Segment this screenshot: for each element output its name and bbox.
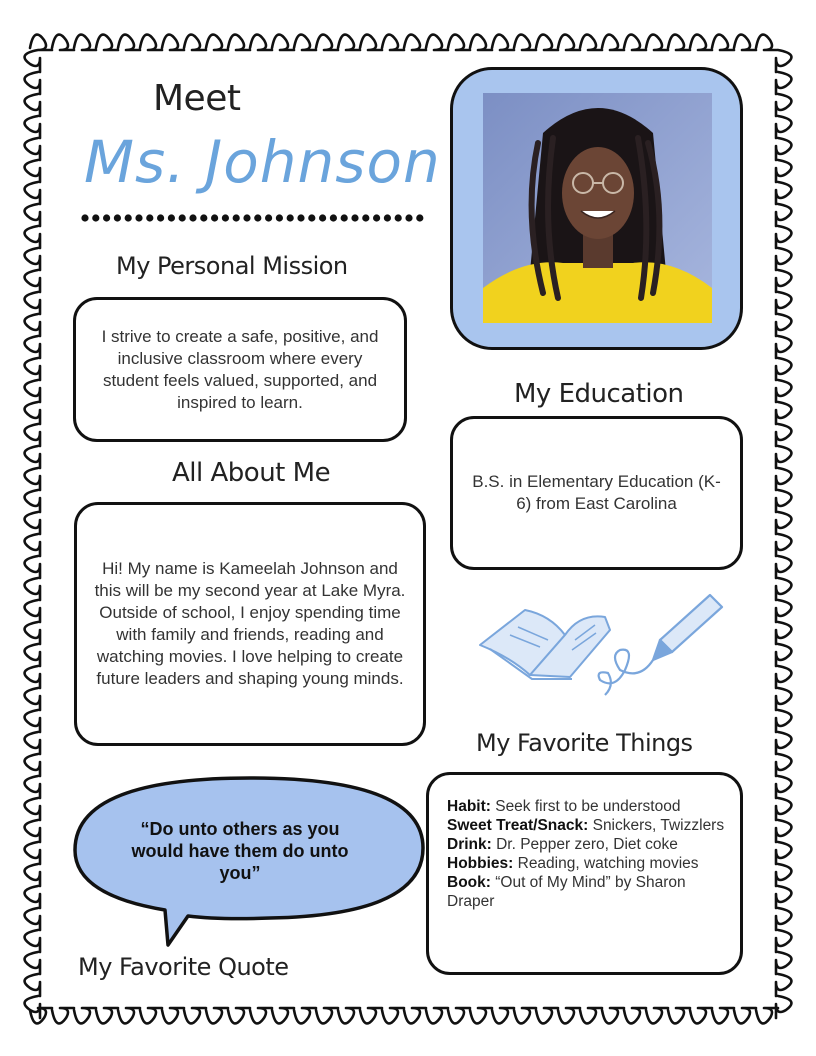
divider-dot	[211, 214, 218, 221]
education-text: B.S. in Elementary Education (K-6) from East Carolina	[472, 472, 721, 513]
divider-dot	[276, 214, 283, 221]
divider-dot	[265, 214, 272, 221]
favorite-value: Snickers, Twizzlers	[588, 817, 725, 834]
divider-dot	[351, 214, 358, 221]
quote-heading: My Favorite Quote	[78, 953, 289, 981]
divider-dot	[146, 214, 153, 221]
divider-dot	[243, 214, 250, 221]
favorite-quote-text: “Do unto others as you would have them do unto you”	[131, 819, 349, 883]
favorite-item-habit	[447, 797, 726, 816]
divider-dot	[254, 214, 261, 221]
meet-label: Meet	[153, 78, 241, 119]
favorite-label: Sweet Treat/Snack:	[447, 817, 589, 834]
favorite-item-snack	[447, 816, 726, 835]
education-heading: My Education	[514, 379, 684, 409]
divider-dot	[233, 214, 240, 221]
about-box	[74, 502, 426, 746]
favorite-label: Hobbies:	[447, 855, 514, 872]
divider-dot	[222, 214, 229, 221]
mission-text: I strive to create a safe, positive, and inclusive classroom where every student feels valued, supported, and inspired to learn.	[101, 326, 379, 412]
favorite-value: Dr. Pepper zero, Diet coke	[491, 836, 678, 853]
favorite-item-book	[447, 873, 726, 911]
divider-dot	[297, 214, 304, 221]
favorites-heading: My Favorite Things	[476, 729, 693, 757]
favorites-box	[426, 772, 743, 975]
favorite-item-hobbies	[447, 854, 726, 873]
favorite-value: “Out of My Mind” by Sharon Draper	[447, 874, 686, 910]
divider-dot	[308, 214, 315, 221]
divider-dot	[125, 214, 132, 221]
divider-dot	[373, 214, 380, 221]
favorite-label: Habit:	[447, 798, 491, 815]
favorite-value: Seek first to be understood	[490, 798, 681, 815]
about-text: Hi! My name is Kameelah Johnson and this will be my second year at Lake Myra. Outside of school, I enjoy spending time with family and friends, reading and watching movies. I love helping to create future leaders and shaping young minds.	[94, 559, 406, 688]
divider-dot	[416, 214, 423, 221]
favorite-label: Drink:	[447, 836, 492, 853]
pencil-icon	[599, 595, 722, 695]
favorite-value: Reading, watching movies	[513, 855, 699, 872]
divider-dot	[114, 214, 121, 221]
divider-dot	[157, 214, 164, 221]
divider-dot	[168, 214, 175, 221]
education-box	[450, 416, 743, 570]
mission-box	[73, 297, 407, 442]
divider-dot	[395, 214, 402, 221]
divider-dot	[405, 214, 412, 221]
book-pencil-doodle	[470, 585, 740, 710]
dotted-divider	[80, 212, 425, 224]
divider-dot	[384, 214, 391, 221]
divider-dot	[362, 214, 369, 221]
favorite-label: Book:	[447, 874, 491, 891]
favorite-item-drink	[447, 835, 726, 854]
divider-dot	[287, 214, 294, 221]
teacher-photo	[483, 93, 712, 323]
divider-dot	[179, 214, 186, 221]
divider-dot	[341, 214, 348, 221]
mission-heading: My Personal Mission	[116, 252, 348, 280]
divider-dot	[330, 214, 337, 221]
open-book-icon	[480, 610, 610, 679]
divider-dot	[189, 214, 196, 221]
divider-dot	[92, 214, 99, 221]
about-heading: All About Me	[172, 458, 331, 488]
divider-dot	[103, 214, 110, 221]
divider-dot	[81, 214, 88, 221]
teacher-name-title: Ms. Johnson	[84, 128, 441, 196]
divider-dot	[200, 214, 207, 221]
divider-dot	[319, 214, 326, 221]
divider-dot	[135, 214, 142, 221]
